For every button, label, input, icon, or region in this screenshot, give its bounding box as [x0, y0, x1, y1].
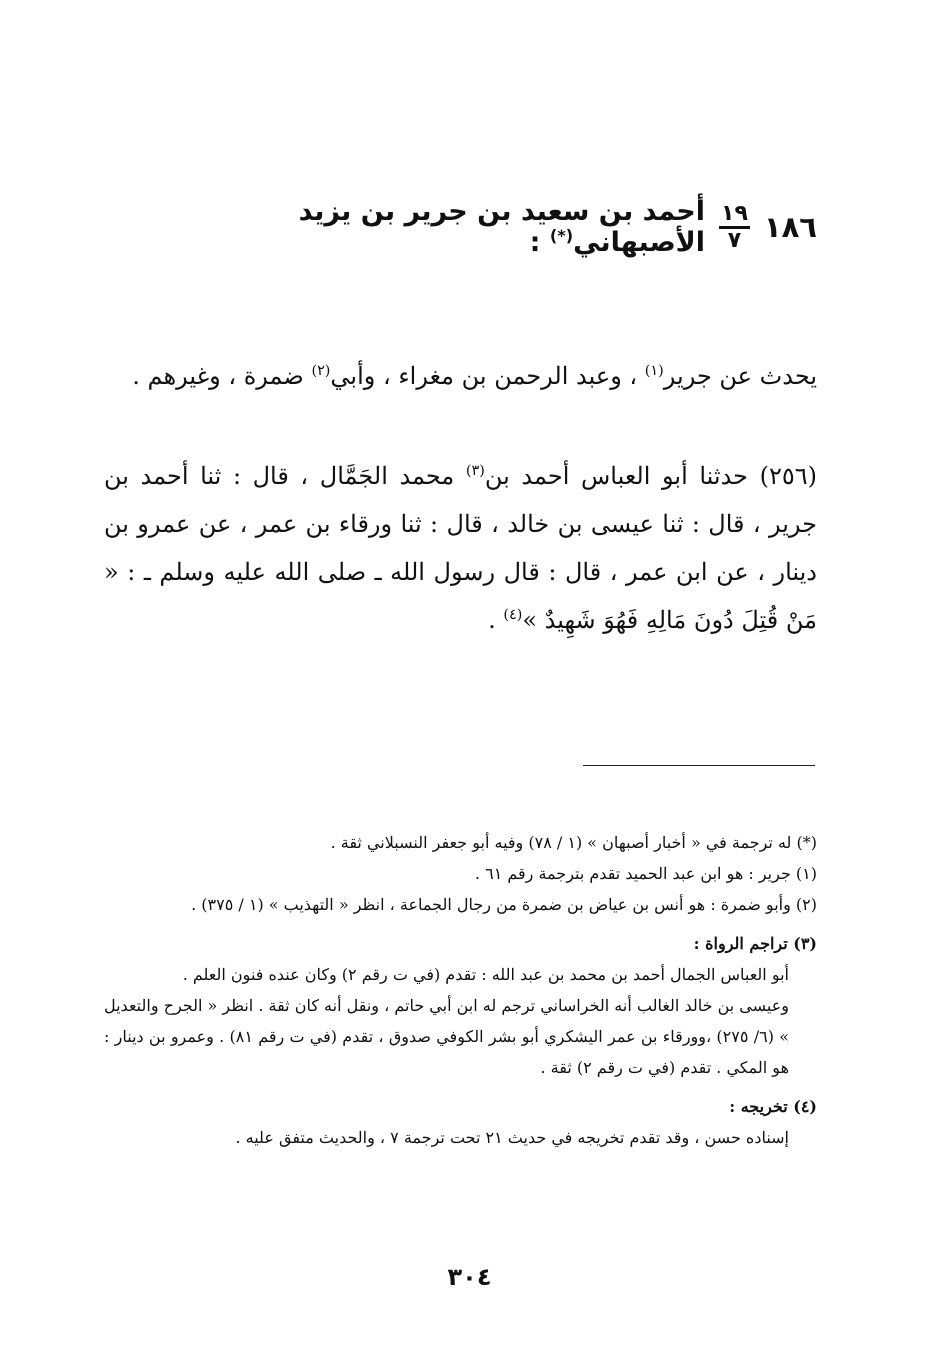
footnote-ref-4: (٤): [503, 607, 523, 623]
fraction-top: ١٩: [719, 203, 750, 229]
entry-title: [150, 196, 705, 258]
footnote-ref-1: (١): [644, 363, 664, 379]
entry-colon: :: [529, 227, 550, 258]
entry-name: أحمد بن سعيد بن جرير بن يزيد الأصبهاني: [298, 196, 706, 258]
intro-paragraph: [104, 352, 817, 400]
footnote-3-narrator-1: أبو العباس الجمال أحمد بن محمد بن عبد الله : تقدم (في ت رقم ٢) وكان عنده فنون العلم .: [182, 965, 789, 984]
footnote-star: (*) له ترجمة في « أخبار أصبهان » (١ / ٧٨) وفيه أبو جعفر النسبلاني ثقة .: [330, 833, 817, 852]
page-number: ٣٠٤: [447, 1263, 492, 1291]
footnote-ref-3: (٣): [465, 463, 485, 479]
footnote-3-narrator-2: وعيسى بن خالد الغالب أنه الخراساني ترجم له ابن أبي حاتم ، ونقل أنه كان ثقة . انظر « الجرح والتعديل » (٦/ ٢٧٥) ،وورقاء بن عمر اليشكري أبو بشر الكوفي صدوق ، تقدم (في ت رقم ٨١) . وعمرو بن دينار : هو المكي . تقدم (في ت رقم ٢) ثقة .: [103, 996, 789, 1077]
intro-part-1: يحدث عن جرير: [663, 362, 817, 390]
hadith-paragraph: [104, 452, 817, 644]
entry-marker: (*): [549, 226, 574, 245]
footnote-gap: [104, 920, 817, 926]
fraction-bottom: ٧: [727, 227, 742, 253]
entry-number: ١٨٦: [763, 210, 817, 244]
hadith-part-1: (٢٥٦) حدثنا أبو العباس أحمد بن: [484, 462, 817, 490]
footnotes-section: [104, 827, 817, 1153]
entry-heading: [150, 192, 817, 262]
hadith-part-3: .: [488, 606, 504, 634]
footnote-2: (٢) وأبو ضمرة : هو أنس بن عياض بن ضمرة من رجال الجماعة ، انظر « التهذيب » (١ / ٣٧٥) .: [191, 895, 817, 914]
footnote-4-text: إسناده حسن ، وقد تقدم تخريجه في حديث ٢١ تحت ترجمة ٧ ، والحديث متفق عليه .: [235, 1128, 789, 1147]
footnote-4-title: (٤) تخريجه :: [729, 1097, 817, 1116]
intro-part-3: ضمرة ، وغيرهم .: [132, 362, 312, 390]
intro-part-2: ، وعبد الرحمن بن مغراء ، وأبي: [330, 362, 645, 390]
entry-fraction: [719, 200, 750, 253]
footnote-divider: [583, 765, 815, 766]
footnote-ref-2: (٢): [311, 363, 331, 379]
footnote-1: (١) جرير : هو ابن عبد الحميد تقدم بترجمة رقم ٦١ .: [474, 864, 817, 883]
footnote-gap: [104, 1083, 817, 1089]
hadith-part-2: محمد الجَمَّال ، قال : ثنا أحمد بن جرير ، قال : ثنا عيسى بن خالد ، قال : ثنا ورقاء بن عمر ، عن عمرو بن دينار ، عن ابن عمر ، قال : قال رسول الله ـ صلى الله عليه وسلم ـ : « مَنْ قُتِلَ دُونَ مَالِهِ فَهُوَ شَهِيدٌ »: [104, 462, 817, 634]
footnote-3-title: (٣) تراجم الرواة :: [693, 934, 817, 953]
